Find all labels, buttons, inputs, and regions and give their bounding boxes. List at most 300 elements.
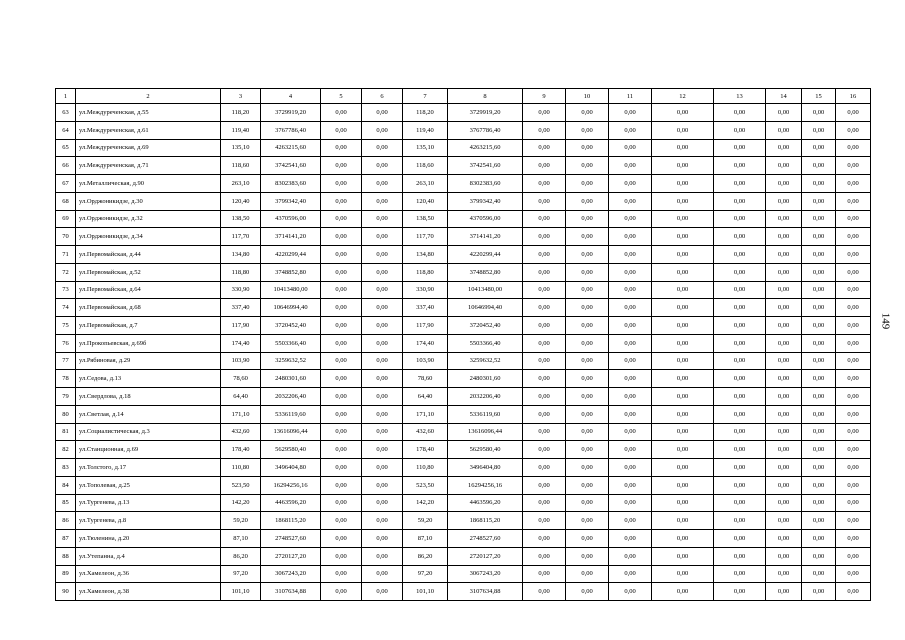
value-cell: 523,50 — [221, 476, 261, 494]
value-cell: 0,00 — [766, 530, 802, 548]
column-number: 14 — [766, 89, 802, 104]
value-cell: 3496404,80 — [261, 459, 321, 477]
value-cell: 0,00 — [652, 192, 714, 210]
value-cell: 0,00 — [714, 246, 766, 264]
value-cell: 0,00 — [523, 476, 566, 494]
value-cell: 0,00 — [609, 299, 652, 317]
address-cell: ул.Междуреченская, д.55 — [76, 104, 221, 122]
value-cell: 0,00 — [362, 228, 403, 246]
column-number: 13 — [714, 89, 766, 104]
value-cell: 0,00 — [321, 476, 362, 494]
value-cell: 0,00 — [566, 565, 609, 583]
value-cell: 0,00 — [523, 175, 566, 193]
value-cell: 3714141,20 — [448, 228, 523, 246]
value-cell: 0,00 — [652, 352, 714, 370]
value-cell: 0,00 — [802, 388, 836, 406]
value-cell: 0,00 — [802, 441, 836, 459]
value-cell: 78,60 — [403, 370, 448, 388]
value-cell: 0,00 — [836, 157, 871, 175]
address-cell: ул.Орджоникидзе, д.30 — [76, 192, 221, 210]
table-row — [56, 121, 871, 139]
value-cell: 0,00 — [362, 139, 403, 157]
address-cell: ул.Толстого, д.17 — [76, 459, 221, 477]
value-cell: 0,00 — [523, 121, 566, 139]
value-cell: 0,00 — [836, 192, 871, 210]
value-cell: 138,50 — [221, 210, 261, 228]
address-cell: ул.Тополевая, д.25 — [76, 476, 221, 494]
value-cell: 0,00 — [566, 228, 609, 246]
value-cell: 0,00 — [652, 512, 714, 530]
value-cell: 0,00 — [766, 370, 802, 388]
value-cell: 0,00 — [766, 494, 802, 512]
value-cell: 86,20 — [403, 547, 448, 565]
value-cell: 4370596,00 — [261, 210, 321, 228]
value-cell: 0,00 — [802, 565, 836, 583]
value-cell: 330,90 — [221, 281, 261, 299]
value-cell: 103,90 — [221, 352, 261, 370]
value-cell: 0,00 — [714, 281, 766, 299]
value-cell: 0,00 — [609, 228, 652, 246]
value-cell: 0,00 — [566, 583, 609, 601]
value-cell: 0,00 — [714, 441, 766, 459]
row-number-cell: 74 — [56, 299, 76, 317]
value-cell: 0,00 — [802, 104, 836, 122]
value-cell: 0,00 — [714, 157, 766, 175]
column-number: 9 — [523, 89, 566, 104]
value-cell: 0,00 — [321, 139, 362, 157]
value-cell: 0,00 — [714, 405, 766, 423]
value-cell: 4463596,20 — [448, 494, 523, 512]
value-cell: 97,20 — [221, 565, 261, 583]
value-cell: 0,00 — [802, 583, 836, 601]
value-cell: 0,00 — [714, 459, 766, 477]
value-cell: 0,00 — [523, 192, 566, 210]
value-cell: 0,00 — [652, 405, 714, 423]
value-cell: 0,00 — [766, 352, 802, 370]
value-cell: 0,00 — [609, 263, 652, 281]
value-cell: 118,60 — [403, 157, 448, 175]
value-cell: 10413480,00 — [261, 281, 321, 299]
value-cell: 0,00 — [523, 317, 566, 335]
value-cell: 0,00 — [609, 565, 652, 583]
value-cell: 0,00 — [836, 530, 871, 548]
value-cell: 0,00 — [714, 139, 766, 157]
value-cell: 0,00 — [321, 334, 362, 352]
value-cell: 0,00 — [523, 370, 566, 388]
value-cell: 118,80 — [221, 263, 261, 281]
value-cell: 0,00 — [362, 104, 403, 122]
value-cell: 0,00 — [766, 512, 802, 530]
value-cell: 0,00 — [609, 210, 652, 228]
value-cell: 0,00 — [321, 494, 362, 512]
value-cell: 0,00 — [321, 121, 362, 139]
value-cell: 0,00 — [609, 583, 652, 601]
value-cell: 0,00 — [362, 121, 403, 139]
address-cell: ул.Тюленина, д.20 — [76, 530, 221, 548]
value-cell: 0,00 — [766, 210, 802, 228]
value-cell: 0,00 — [321, 583, 362, 601]
table-row — [56, 476, 871, 494]
value-cell: 0,00 — [652, 583, 714, 601]
address-cell: ул.Станционная, д.69 — [76, 441, 221, 459]
table-row — [56, 246, 871, 264]
table-row — [56, 210, 871, 228]
value-cell: 120,40 — [403, 192, 448, 210]
value-cell: 0,00 — [766, 175, 802, 193]
address-cell: ул.Междуреченская, д.69 — [76, 139, 221, 157]
value-cell: 0,00 — [836, 139, 871, 157]
value-cell: 5503366,40 — [448, 334, 523, 352]
value-cell: 0,00 — [362, 192, 403, 210]
row-number-cell: 73 — [56, 281, 76, 299]
value-cell: 0,00 — [766, 104, 802, 122]
value-cell: 0,00 — [566, 388, 609, 406]
value-cell: 0,00 — [836, 104, 871, 122]
column-number: 1 — [56, 89, 76, 104]
value-cell: 0,00 — [836, 405, 871, 423]
value-cell: 2480301,60 — [261, 370, 321, 388]
value-cell: 0,00 — [362, 547, 403, 565]
row-number-cell: 77 — [56, 352, 76, 370]
value-cell: 0,00 — [836, 512, 871, 530]
value-cell: 0,00 — [766, 263, 802, 281]
value-cell: 5336119,60 — [448, 405, 523, 423]
row-number-cell: 87 — [56, 530, 76, 548]
address-cell: ул.Первомайская, д.52 — [76, 263, 221, 281]
value-cell: 0,00 — [566, 139, 609, 157]
value-cell: 0,00 — [362, 210, 403, 228]
value-cell: 0,00 — [362, 246, 403, 264]
value-cell: 0,00 — [321, 352, 362, 370]
value-cell: 0,00 — [321, 565, 362, 583]
value-cell: 101,10 — [221, 583, 261, 601]
value-cell: 118,20 — [221, 104, 261, 122]
value-cell: 0,00 — [652, 104, 714, 122]
value-cell: 118,20 — [403, 104, 448, 122]
value-cell: 0,00 — [609, 246, 652, 264]
value-cell: 134,80 — [221, 246, 261, 264]
value-cell: 3107634,88 — [261, 583, 321, 601]
value-cell: 0,00 — [566, 494, 609, 512]
value-cell: 3067243,20 — [261, 565, 321, 583]
value-cell: 2032206,40 — [261, 388, 321, 406]
table-row — [56, 583, 871, 601]
address-cell: ул.Первомайская, д.68 — [76, 299, 221, 317]
value-cell: 16294256,16 — [261, 476, 321, 494]
value-cell: 0,00 — [609, 405, 652, 423]
table-row — [56, 388, 871, 406]
value-cell: 64,40 — [403, 388, 448, 406]
value-cell: 0,00 — [523, 246, 566, 264]
value-cell: 0,00 — [714, 388, 766, 406]
column-number: 3 — [221, 89, 261, 104]
value-cell: 0,00 — [836, 583, 871, 601]
value-cell: 0,00 — [652, 299, 714, 317]
address-cell: ул.Светлая, д.14 — [76, 405, 221, 423]
value-cell: 86,20 — [221, 547, 261, 565]
value-cell: 2720127,20 — [261, 547, 321, 565]
value-cell: 0,00 — [766, 334, 802, 352]
value-cell: 3067243,20 — [448, 565, 523, 583]
value-cell: 0,00 — [609, 317, 652, 335]
value-cell: 0,00 — [836, 547, 871, 565]
value-cell: 0,00 — [652, 210, 714, 228]
value-cell: 0,00 — [652, 263, 714, 281]
value-cell: 0,00 — [523, 157, 566, 175]
table-row — [56, 459, 871, 477]
value-cell: 3714141,20 — [261, 228, 321, 246]
value-cell: 0,00 — [321, 281, 362, 299]
value-cell: 0,00 — [609, 104, 652, 122]
value-cell: 0,00 — [321, 104, 362, 122]
value-cell: 0,00 — [714, 228, 766, 246]
value-cell: 118,80 — [403, 263, 448, 281]
row-number-cell: 70 — [56, 228, 76, 246]
row-number-cell: 81 — [56, 423, 76, 441]
value-cell: 0,00 — [609, 459, 652, 477]
value-cell: 0,00 — [362, 263, 403, 281]
value-cell: 0,00 — [652, 547, 714, 565]
value-cell: 0,00 — [714, 494, 766, 512]
value-cell: 0,00 — [652, 228, 714, 246]
table-row — [56, 441, 871, 459]
value-cell: 0,00 — [566, 459, 609, 477]
value-cell: 87,10 — [221, 530, 261, 548]
value-cell: 13616096,44 — [448, 423, 523, 441]
table-row — [56, 352, 871, 370]
value-cell: 0,00 — [321, 512, 362, 530]
column-number: 4 — [261, 89, 321, 104]
value-cell: 337,40 — [221, 299, 261, 317]
value-cell: 0,00 — [652, 281, 714, 299]
value-cell: 0,00 — [523, 352, 566, 370]
value-cell: 0,00 — [321, 157, 362, 175]
value-cell: 0,00 — [321, 530, 362, 548]
address-cell: ул.Седова, д.13 — [76, 370, 221, 388]
row-number-cell: 75 — [56, 317, 76, 335]
value-cell: 0,00 — [362, 512, 403, 530]
value-cell: 0,00 — [836, 441, 871, 459]
column-number: 2 — [76, 89, 221, 104]
value-cell: 0,00 — [609, 121, 652, 139]
value-cell: 0,00 — [652, 565, 714, 583]
value-cell: 0,00 — [609, 157, 652, 175]
value-cell: 0,00 — [802, 494, 836, 512]
table-row — [56, 512, 871, 530]
value-cell: 59,20 — [221, 512, 261, 530]
value-cell: 3799342,40 — [261, 192, 321, 210]
value-cell: 0,00 — [766, 281, 802, 299]
value-cell: 117,70 — [403, 228, 448, 246]
value-cell: 0,00 — [836, 263, 871, 281]
value-cell: 3748852,80 — [261, 263, 321, 281]
value-cell: 0,00 — [609, 423, 652, 441]
value-cell: 0,00 — [766, 583, 802, 601]
value-cell: 0,00 — [766, 228, 802, 246]
value-cell: 0,00 — [802, 476, 836, 494]
value-cell: 0,00 — [362, 405, 403, 423]
value-cell: 0,00 — [523, 228, 566, 246]
value-cell: 178,40 — [403, 441, 448, 459]
value-cell: 0,00 — [321, 423, 362, 441]
value-cell: 0,00 — [566, 317, 609, 335]
value-cell: 0,00 — [836, 388, 871, 406]
value-cell: 118,60 — [221, 157, 261, 175]
row-number-cell: 71 — [56, 246, 76, 264]
table-row — [56, 157, 871, 175]
value-cell: 0,00 — [714, 423, 766, 441]
value-cell: 0,00 — [766, 139, 802, 157]
address-cell: ул.Орджоникидзе, д.34 — [76, 228, 221, 246]
value-cell: 0,00 — [766, 157, 802, 175]
value-cell: 0,00 — [523, 210, 566, 228]
value-cell: 337,40 — [403, 299, 448, 317]
value-cell: 0,00 — [566, 370, 609, 388]
value-cell: 0,00 — [566, 281, 609, 299]
value-cell: 0,00 — [802, 423, 836, 441]
value-cell: 432,60 — [221, 423, 261, 441]
table-row — [56, 104, 871, 122]
value-cell: 0,00 — [652, 459, 714, 477]
value-cell: 178,40 — [221, 441, 261, 459]
value-cell: 0,00 — [523, 494, 566, 512]
value-cell: 0,00 — [652, 121, 714, 139]
value-cell: 0,00 — [836, 476, 871, 494]
value-cell: 117,90 — [403, 317, 448, 335]
value-cell: 3767786,40 — [448, 121, 523, 139]
value-cell: 0,00 — [523, 565, 566, 583]
value-cell: 0,00 — [766, 388, 802, 406]
table-row — [56, 299, 871, 317]
address-cell: ул.Хамелеон, д.38 — [76, 583, 221, 601]
value-cell: 174,40 — [403, 334, 448, 352]
value-cell: 1868115,20 — [448, 512, 523, 530]
value-cell: 101,10 — [403, 583, 448, 601]
value-cell: 0,00 — [802, 263, 836, 281]
table-row — [56, 370, 871, 388]
value-cell: 0,00 — [766, 299, 802, 317]
value-cell: 110,80 — [221, 459, 261, 477]
value-cell: 0,00 — [836, 175, 871, 193]
value-cell: 0,00 — [714, 334, 766, 352]
value-cell: 4220299,44 — [448, 246, 523, 264]
value-cell: 0,00 — [714, 352, 766, 370]
value-cell: 0,00 — [321, 210, 362, 228]
value-cell: 97,20 — [403, 565, 448, 583]
table-row — [56, 530, 871, 548]
value-cell: 263,10 — [403, 175, 448, 193]
value-cell: 8302383,60 — [448, 175, 523, 193]
value-cell: 0,00 — [714, 476, 766, 494]
value-cell: 0,00 — [321, 192, 362, 210]
value-cell: 0,00 — [802, 352, 836, 370]
value-cell: 0,00 — [652, 423, 714, 441]
value-cell: 0,00 — [566, 441, 609, 459]
value-cell: 171,10 — [221, 405, 261, 423]
value-cell: 0,00 — [766, 192, 802, 210]
value-cell: 0,00 — [836, 299, 871, 317]
column-number: 8 — [448, 89, 523, 104]
row-number-cell: 82 — [56, 441, 76, 459]
value-cell: 0,00 — [523, 547, 566, 565]
address-cell: ул.Рябиновая, д.29 — [76, 352, 221, 370]
value-cell: 10413480,00 — [448, 281, 523, 299]
value-cell: 0,00 — [802, 192, 836, 210]
value-cell: 0,00 — [836, 494, 871, 512]
value-cell: 0,00 — [652, 494, 714, 512]
value-cell: 0,00 — [766, 423, 802, 441]
value-cell: 3729919,20 — [448, 104, 523, 122]
value-cell: 135,10 — [403, 139, 448, 157]
address-cell: ул.Первомайская, д.44 — [76, 246, 221, 264]
value-cell: 0,00 — [802, 246, 836, 264]
column-number: 10 — [566, 89, 609, 104]
table-row — [56, 281, 871, 299]
value-cell: 119,40 — [221, 121, 261, 139]
value-cell: 4263215,60 — [448, 139, 523, 157]
value-cell: 103,90 — [403, 352, 448, 370]
value-cell: 0,00 — [566, 512, 609, 530]
value-cell: 0,00 — [566, 476, 609, 494]
row-number-cell: 84 — [56, 476, 76, 494]
value-cell: 0,00 — [766, 459, 802, 477]
table-row — [56, 228, 871, 246]
value-cell: 3742541,60 — [261, 157, 321, 175]
value-cell: 0,00 — [802, 157, 836, 175]
value-cell: 0,00 — [802, 139, 836, 157]
value-cell: 0,00 — [321, 228, 362, 246]
value-cell: 4370596,00 — [448, 210, 523, 228]
value-cell: 0,00 — [362, 370, 403, 388]
value-cell: 0,00 — [802, 317, 836, 335]
value-cell: 0,00 — [714, 104, 766, 122]
value-cell: 8302383,60 — [261, 175, 321, 193]
value-cell: 0,00 — [362, 175, 403, 193]
table-row — [56, 547, 871, 565]
value-cell: 120,40 — [221, 192, 261, 210]
column-number: 15 — [802, 89, 836, 104]
row-number-cell: 83 — [56, 459, 76, 477]
row-number-cell: 63 — [56, 104, 76, 122]
value-cell: 0,00 — [523, 281, 566, 299]
value-cell: 0,00 — [566, 121, 609, 139]
address-cell: ул.Утепанна, д.4 — [76, 547, 221, 565]
address-cell: ул.Междуреченская, д.61 — [76, 121, 221, 139]
value-cell: 0,00 — [802, 175, 836, 193]
row-number-cell: 66 — [56, 157, 76, 175]
row-number-cell: 76 — [56, 334, 76, 352]
value-cell: 0,00 — [802, 121, 836, 139]
value-cell: 0,00 — [321, 263, 362, 281]
value-cell: 0,00 — [836, 334, 871, 352]
value-cell: 135,10 — [221, 139, 261, 157]
address-cell: ул.Социалистическая, д.3 — [76, 423, 221, 441]
value-cell: 0,00 — [836, 459, 871, 477]
value-cell: 0,00 — [362, 299, 403, 317]
value-cell: 142,20 — [221, 494, 261, 512]
value-cell: 0,00 — [836, 121, 871, 139]
value-cell: 0,00 — [566, 423, 609, 441]
value-cell: 0,00 — [714, 299, 766, 317]
value-cell: 0,00 — [566, 175, 609, 193]
value-cell: 0,00 — [766, 121, 802, 139]
value-cell: 0,00 — [362, 334, 403, 352]
value-cell: 0,00 — [766, 441, 802, 459]
value-cell: 0,00 — [652, 334, 714, 352]
value-cell: 0,00 — [766, 405, 802, 423]
value-cell: 0,00 — [362, 494, 403, 512]
value-cell: 3496404,80 — [448, 459, 523, 477]
